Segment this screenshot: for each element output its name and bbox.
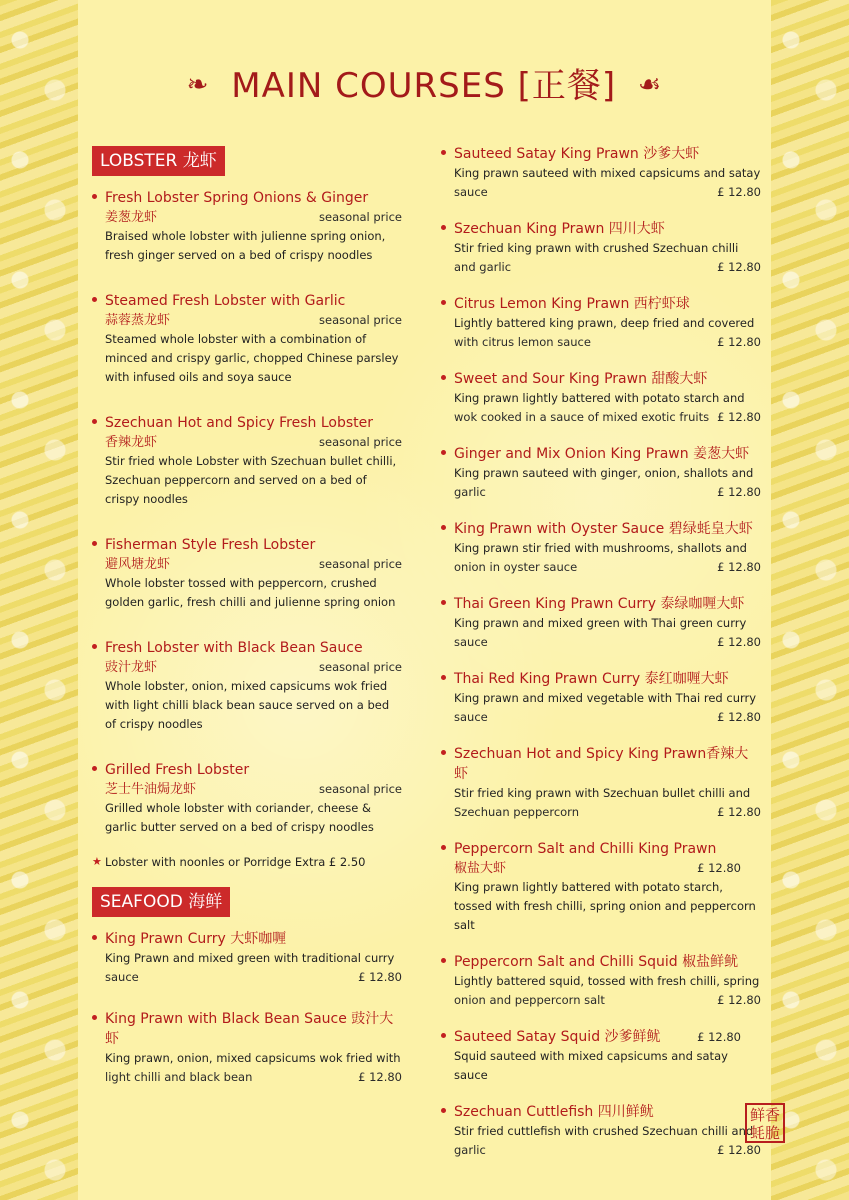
- item-price: £ 12.80: [717, 635, 761, 649]
- bullet-icon: [441, 750, 446, 755]
- item-description: Stir fried king prawn with crushed Szechuan chilli: [454, 241, 739, 255]
- menu-item: [441, 144, 761, 202]
- item-description-end: onion and peppercorn salt: [454, 993, 605, 1007]
- item-name: Szechuan Cuttlefish 四川鲜鱿: [454, 1104, 654, 1120]
- item-name: Szechuan Hot and Spicy Fresh Lobster: [105, 415, 373, 431]
- item-description: Grilled whole lobster with coriander, cheese & garlic butter served on a bed of crispy noodles: [105, 801, 374, 834]
- menu-item: [92, 1009, 402, 1087]
- lobster-section-heading: LOBSTER 龙虾: [92, 146, 225, 176]
- lobster-extra-note: [92, 853, 402, 871]
- item-description: King prawn, onion, mixed capsicums wok fried with: [105, 1051, 401, 1065]
- item-name: Fisherman Style Fresh Lobster: [105, 537, 316, 553]
- menu-item: [441, 669, 761, 727]
- item-description-end: and garlic: [454, 260, 512, 274]
- item-name: Citrus Lemon King Prawn 西柠虾球: [454, 296, 690, 312]
- bullet-icon: [92, 194, 97, 199]
- menu-item: [441, 294, 761, 352]
- bullet-icon: [92, 644, 97, 649]
- item-description: Steamed whole lobster with a combination of minced and crispy garlic, chopped Chinese parsley with infused oils and soya sauce: [105, 332, 399, 384]
- item-description: Braised whole lobster with julienne spring onion, fresh ginger served on a bed of crispy noodles: [105, 229, 386, 262]
- item-name: King Prawn with Oyster Sauce 碧绿蚝皇大虾: [454, 521, 753, 537]
- bullet-icon: [441, 1033, 446, 1038]
- menu-item: [92, 413, 402, 509]
- item-name: King Prawn with Black Bean Sauce 豉汁大虾: [105, 1011, 394, 1047]
- bullet-icon: [441, 150, 446, 155]
- item-name: Sauteed Satay King Prawn 沙爹大虾: [454, 146, 700, 162]
- item-name: King Prawn Curry 大虾咖喱: [105, 931, 287, 947]
- bullet-icon: [441, 450, 446, 455]
- bullet-icon: [92, 419, 97, 424]
- item-chinese-name: 蒜蓉蒸龙虾: [105, 313, 171, 328]
- item-description-end: garlic: [454, 1143, 486, 1157]
- menu-item: [441, 219, 761, 277]
- item-description-end: sauce: [454, 185, 488, 199]
- item-description: Whole lobster tossed with peppercorn, crushed golden garlic, fresh chilli and julienne spring onion: [105, 576, 396, 609]
- item-description: King Prawn and mixed green with traditional curry: [105, 951, 395, 965]
- item-price: £ 12.80: [717, 260, 761, 274]
- item-description: King prawn lightly battered with potato starch, tossed with fresh chilli, spring onion and peppercorn salt: [454, 880, 756, 932]
- menu-item: [92, 760, 402, 837]
- item-description: King prawn sauteed with ginger, onion, shallots and: [454, 466, 754, 480]
- item-price: £ 12.80: [717, 1143, 761, 1157]
- item-name: Sweet and Sour King Prawn 甜酸大虾: [454, 371, 708, 387]
- seafood-section-heading: SEAFOOD 海鲜: [92, 887, 230, 917]
- item-description-end: garlic: [454, 485, 486, 499]
- bullet-icon: [92, 541, 97, 546]
- bullet-icon: [92, 1015, 97, 1020]
- item-description-end: wok cooked in a sauce of mixed exotic fruits: [454, 410, 710, 424]
- item-price: seasonal price: [319, 313, 402, 327]
- note-text: Lobster with noonles or Porridge Extra £ 2.50: [105, 855, 366, 869]
- item-name: Szechuan King Prawn 四川大虾: [454, 221, 665, 237]
- bullet-icon: [92, 297, 97, 302]
- item-description: King prawn and mixed vegetable with Thai red curry: [454, 691, 757, 705]
- item-price: £ 12.80: [717, 993, 761, 1007]
- bullet-icon: [92, 766, 97, 771]
- item-description: King prawn lightly battered with potato starch and: [454, 391, 745, 405]
- item-description: King prawn sauteed with mixed capsicums and satay: [454, 166, 761, 180]
- bullet-icon: [441, 1108, 446, 1113]
- item-price: £ 12.80: [717, 710, 761, 724]
- item-chinese-name: 香辣龙虾: [105, 435, 158, 450]
- item-name: Fresh Lobster Spring Onions & Ginger: [105, 190, 369, 206]
- menu-item: [92, 929, 402, 987]
- item-price: seasonal price: [319, 557, 402, 571]
- item-name: Sauteed Satay Squid 沙爹鲜鱿: [454, 1029, 661, 1045]
- title-chinese: [正餐]: [517, 66, 617, 106]
- bullet-icon: [441, 300, 446, 305]
- item-description-end: Szechuan peppercorn: [454, 805, 580, 819]
- item-description: Lightly battered squid, tossed with fresh chilli, spring: [454, 974, 760, 988]
- item-description: Squid sauteed with mixed capsicums and satay sauce: [454, 1049, 728, 1082]
- bullet-icon: [441, 600, 446, 605]
- item-chinese-name: 芝士牛油焗龙虾: [105, 782, 197, 797]
- item-name: Szechuan Hot and Spicy King Prawn香辣大虾: [454, 746, 749, 782]
- star-icon: ★: [92, 855, 102, 868]
- menu-item: [441, 444, 761, 502]
- item-description: King prawn and mixed green with Thai green curry: [454, 616, 747, 630]
- item-price: £ 12.80: [717, 485, 761, 499]
- item-description-end: sauce: [454, 710, 488, 724]
- right-column: [441, 144, 761, 1160]
- bullet-icon: [441, 845, 446, 850]
- left-ornament-icon: ❧: [186, 70, 210, 100]
- right-ornament-icon: ☙: [637, 70, 663, 100]
- item-price: seasonal price: [319, 210, 402, 224]
- item-description: Lightly battered king prawn, deep fried and covered: [454, 316, 755, 330]
- item-price: seasonal price: [319, 660, 402, 674]
- restaurant-seal-stamp: 鲜香 蚝脆: [745, 1103, 785, 1143]
- menu-item: [441, 594, 761, 652]
- menu-item: [441, 744, 761, 822]
- menu-item: [441, 1102, 761, 1160]
- bullet-icon: [441, 958, 446, 963]
- item-price: £ 12.80: [717, 805, 761, 819]
- bullet-icon: [441, 375, 446, 380]
- item-chinese-name: 避风塘龙虾: [105, 557, 171, 572]
- menu-item: [92, 188, 402, 265]
- title-english: MAIN COURSES: [231, 66, 506, 106]
- bullet-icon: [441, 525, 446, 530]
- item-price: seasonal price: [319, 435, 402, 449]
- item-price: seasonal price: [319, 782, 402, 796]
- left-column: [92, 146, 402, 1087]
- menu-item: [441, 952, 761, 1010]
- item-description: Stir fried king prawn with Szechuan bullet chilli and: [454, 786, 751, 800]
- item-name: Steamed Fresh Lobster with Garlic: [105, 293, 346, 309]
- item-description: Stir fried whole Lobster with Szechuan bullet chilli, Szechuan peppercorn and served on a bed of crispy noodles: [105, 454, 397, 506]
- item-price: £ 12.80: [717, 560, 761, 574]
- right-ornamental-border: [771, 0, 849, 1200]
- item-description-end: with citrus lemon sauce: [454, 335, 591, 349]
- item-description-end: sauce: [105, 970, 139, 984]
- item-price: £ 12.80: [717, 335, 761, 349]
- item-chinese-name: 姜葱龙虾: [105, 210, 158, 225]
- item-chinese-name: 椒盐大虾: [454, 861, 507, 876]
- item-name: Peppercorn Salt and Chilli Squid 椒盐鲜鱿: [454, 954, 739, 970]
- item-price: £ 12.80: [717, 410, 761, 424]
- bullet-icon: [441, 675, 446, 680]
- menu-item: [441, 1027, 761, 1085]
- menu-item: [441, 839, 761, 935]
- item-name: Grilled Fresh Lobster: [105, 762, 250, 778]
- item-description: Stir fried cuttlefish with crushed Szechuan chilli and: [454, 1124, 754, 1138]
- item-description: Whole lobster, onion, mixed capsicums wok fried with light chilli black bean sauce served on a bed of crispy noodles: [105, 679, 390, 731]
- item-price: £ 12.80: [358, 970, 402, 984]
- item-description-end: light chilli and black bean: [105, 1070, 253, 1084]
- item-description-end: sauce: [454, 635, 488, 649]
- menu-item: [441, 519, 761, 577]
- item-price: £ 12.80: [697, 1030, 741, 1044]
- menu-item: [92, 535, 402, 612]
- item-price: £ 12.80: [358, 1070, 402, 1084]
- item-name: Fresh Lobster with Black Bean Sauce: [105, 640, 363, 656]
- item-description: King prawn stir fried with mushrooms, shallots and: [454, 541, 747, 555]
- item-name: Peppercorn Salt and Chilli King Prawn: [454, 841, 717, 857]
- bullet-icon: [92, 935, 97, 940]
- bullet-icon: [441, 225, 446, 230]
- menu-item: [441, 369, 761, 427]
- item-chinese-name: 豉汁龙虾: [105, 660, 158, 675]
- left-ornamental-border: [0, 0, 78, 1200]
- item-price: £ 12.80: [717, 185, 761, 199]
- page-title: [0, 58, 849, 107]
- menu-item: [92, 638, 402, 734]
- item-price: £ 12.80: [697, 861, 741, 875]
- item-description-end: onion in oyster sauce: [454, 560, 578, 574]
- item-name: Thai Red King Prawn Curry 泰红咖喱大虾: [454, 671, 729, 687]
- menu-item: [92, 291, 402, 387]
- item-name: Thai Green King Prawn Curry 泰绿咖喱大虾: [454, 596, 745, 612]
- item-name: Ginger and Mix Onion King Prawn 姜葱大虾: [454, 446, 750, 462]
